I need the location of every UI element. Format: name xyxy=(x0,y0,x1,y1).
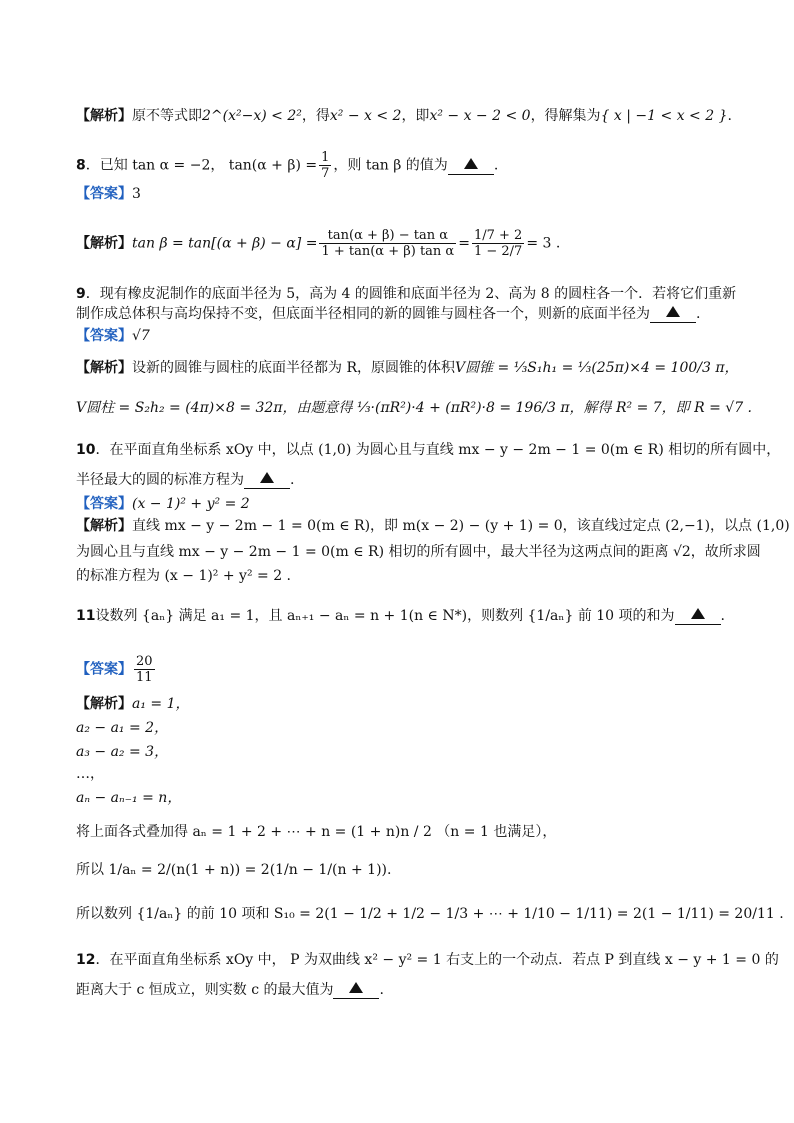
jiexi-tag: 【解析】 xyxy=(76,518,132,534)
fraction: $\frac{1}{7}$ xyxy=(321,150,330,181)
p10-solution-line3: 的标准方程为 (x − 1)² + y² = 2 . xyxy=(76,568,292,584)
p11-question: 11设数列 {aₙ} 满足 a₁ = 1，且 aₙ₊₁ − aₙ = n + 1(n ∈ N*)，则数列 {1/aₙ} 前 10 项的和为 . xyxy=(76,606,725,627)
answer-tag: 【答案】 xyxy=(76,328,132,344)
p12-question-line1: 12．在平面直角坐标系 xOy 中， P 为双曲线 x² − y² = 1 右支上的一个动点．若点 P 到直线 x − y + 1 = 0 的 xyxy=(76,952,779,968)
p9-question-line1: 9．现有橡皮泥制作的底面半径为 5，高为 4 的圆锥和底面半径为 2、高为 8 的圆柱各一个．若将它们重新 xyxy=(76,286,737,302)
answer-blank xyxy=(650,302,696,323)
p11-solution-l7: 所以 1/aₙ = 2/(n(1 + n)) = 2(1/n − 1/(n + 1)). xyxy=(76,862,392,878)
p9-question-line2: 制作成总体积与高均保持不变，但底面半径相同的新的圆锥与圆柱各一个，则新的底面半径为 . xyxy=(76,304,700,325)
answer-blank xyxy=(448,154,494,175)
p11-solution-l5: aₙ − aₙ₋₁ = n， xyxy=(76,790,182,806)
fraction: $\frac{20}{11}$ xyxy=(136,654,153,685)
p9-answer: 【答案】√7 xyxy=(76,328,150,344)
p9-solution-line2: V圆柱 = S₂h₂ = (4π)×8 = 32π，由题意得 ⅓·(πR²)·4 + (πR²)·8 = 196/3 π，解得 R² = 7，即 R = √7 . xyxy=(76,400,753,416)
jiexi-tag: 【解析】 xyxy=(76,235,132,252)
p12-question-line2: 距离大于 c 恒成立，则实数 c 的最大值为 . xyxy=(76,980,384,1001)
answer-tag: 【答案】 xyxy=(76,661,132,678)
p11-solution-l4: …， xyxy=(76,766,104,782)
problem-number: 8 xyxy=(76,157,86,174)
triangle-icon xyxy=(260,472,274,483)
problem-number: 10 xyxy=(76,442,96,458)
p11-solution-l8: 所以数列 {1/aₙ} 的前 10 项和 S₁₀ = 2(1 − 1/2 + 1/2 − 1/3 + ⋯ + 1/10 − 1/11) = 2(1 − 1/11) = 20/11 . xyxy=(76,906,784,922)
triangle-icon xyxy=(464,158,478,169)
answer-blank xyxy=(244,468,290,489)
fraction: $\frac{\text{tan(α + β) − tan α}}{\text{1 + tan(α + β) tan α}}$ xyxy=(321,228,455,259)
p8-solution: 【解析】tan β = tan[(α + β) − α] = $\frac{\text{tan(α + β) − tan α}}{\text{1 + tan(α + β) tan α}}$ = $\frac{1/7 + 2}{1 - 2/7}$ = 3 . xyxy=(76,228,561,259)
p11-answer xyxy=(76,654,157,685)
fraction: $\frac{1/7 + 2}{1 - 2/7}$ xyxy=(473,228,523,259)
triangle-icon xyxy=(691,608,705,619)
p7-solution-line: 【解析】原不等式即2^(x²−x) < 2²，得x² − x < 2，即x² − x − 2 < 0，得解集为{ x | −1 < x < 2 }. xyxy=(76,108,732,124)
p9-solution-line1: 【解析】设新的圆锥与圆柱的底面半径都为 R，原圆锥的体积V圆锥 = ⅓S₁h₁ = ⅓(25π)×4 = 100/3 π， xyxy=(76,360,739,376)
jiexi-tag: 【解析】 xyxy=(76,360,132,376)
p10-question-line1: 10．在平面直角坐标系 xOy 中，以点 (1,0) 为圆心且与直线 mx − y − 2m − 1 = 0(m ∈ R) 相切的所有圆中， xyxy=(76,442,781,458)
jiexi-tag: 【解析】 xyxy=(76,696,132,712)
p10-question-line2: 半径最大的圆的标准方程为 . xyxy=(76,470,294,491)
answer-tag: 【答案】 xyxy=(76,186,132,202)
answer-blank xyxy=(675,604,721,625)
answer-blank xyxy=(333,978,379,999)
jiexi-tag: 【解析】 xyxy=(76,108,132,124)
triangle-icon xyxy=(349,982,363,993)
p11-solution-l3: a₃ − a₂ = 3， xyxy=(76,744,169,760)
p11-solution-l1: 【解析】a₁ = 1， xyxy=(76,696,190,712)
p10-answer: 【答案】(x − 1)² + y² = 2 xyxy=(76,496,250,512)
problem-number: 11 xyxy=(76,608,96,624)
problem-number: 12 xyxy=(76,952,96,968)
triangle-icon xyxy=(666,306,680,317)
p11-solution-l2: a₂ − a₁ = 2， xyxy=(76,720,169,736)
answer-tag: 【答案】 xyxy=(76,496,132,512)
p8-answer: 【答案】3 xyxy=(76,186,141,202)
p8-question: 8．已知 tan α = −2， tan(α + β) = $\frac{1}{7}$ ，则 tan β 的值为 . xyxy=(76,150,499,181)
p10-solution-line1: 【解析】直线 mx − y − 2m − 1 = 0(m ∈ R)，即 m(x − 2) − (y + 1) = 0，该直线过定点 (2,−1)，以点 (1,0) xyxy=(76,518,790,534)
p11-solution-l6: 将上面各式叠加得 aₙ = 1 + 2 + ⋯ + n = (1 + n)n / 2 （n = 1 也满足）， xyxy=(76,824,557,840)
p10-solution-line2: 为圆心且与直线 mx − y − 2m − 1 = 0(m ∈ R) 相切的所有圆中，最大半径为这两点间的距离 √2，故所求圆 xyxy=(76,544,761,560)
problem-number: 9 xyxy=(76,286,86,302)
